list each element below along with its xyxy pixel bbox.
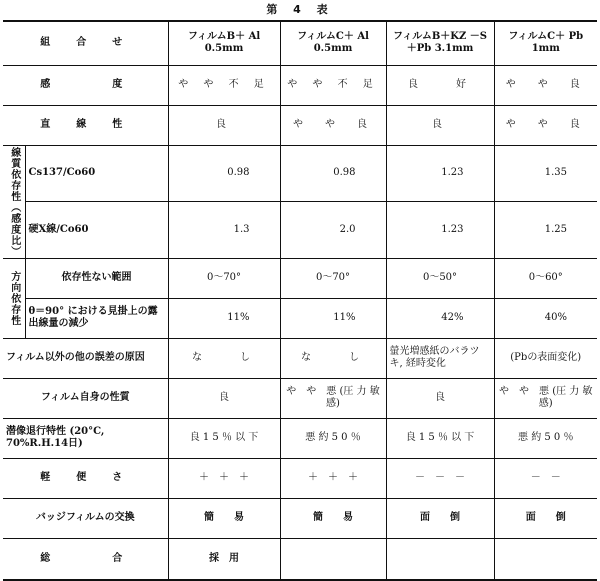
cell: や や 不 足: [280, 65, 386, 105]
cell: 良: [168, 378, 280, 418]
cell: ＋ ＋ ＋: [168, 458, 280, 498]
cell: 0～60°: [494, 258, 597, 298]
cell: [386, 538, 494, 580]
row-label-hard-xray: 硬X線/Co60: [25, 202, 168, 259]
cell: 簡 易: [280, 498, 386, 538]
cell: や や 良: [494, 65, 597, 105]
cell: 11%: [280, 298, 386, 338]
cell: 良: [386, 105, 494, 145]
table-row: [3, 202, 597, 259]
group-label-energy: 線質依存性（感度比）: [3, 145, 25, 258]
row-label-film-property: フィルム自身の性質: [3, 378, 168, 418]
table-row: [3, 458, 597, 498]
cell: や や 不 足: [168, 65, 280, 105]
cell: や や 悪 (圧 力 敏 感): [280, 378, 386, 418]
cell: 簡 易: [168, 498, 280, 538]
row-label-linearity: 直 線 性: [3, 105, 168, 145]
table-row: [3, 418, 597, 458]
cell: － － －: [386, 458, 494, 498]
table-row: [3, 258, 597, 298]
cell: (Pbの表面変化): [494, 338, 597, 378]
cell: な し: [280, 338, 386, 378]
cell: 1.3: [168, 202, 280, 259]
cell: な し: [168, 338, 280, 378]
table-row: [3, 145, 597, 202]
cell: [494, 538, 597, 580]
cell: 良 1 5 ％ 以 下: [168, 418, 280, 458]
group-label-direction: 方向依存性: [3, 258, 25, 338]
cell: 悪 約 5 0 ％: [280, 418, 386, 458]
cell: 良: [386, 378, 494, 418]
row-label-convenience: 軽 便 さ: [3, 458, 168, 498]
cell: や や 悪 (圧 力 敏 感): [494, 378, 597, 418]
table-row: [3, 378, 597, 418]
row-label-dir-range: 依存性ない範囲: [25, 258, 168, 298]
header-col-4: フィルムC＋ Pb 1mm: [494, 21, 597, 65]
cell: ＋ ＋ ＋: [280, 458, 386, 498]
cell: 良 1 5 ％ 以 下: [386, 418, 494, 458]
cell: 1.35: [494, 145, 597, 202]
cell: や や 良: [494, 105, 597, 145]
cell: 面 倒: [494, 498, 597, 538]
cell: 面 倒: [386, 498, 494, 538]
row-label-other-error: フィルム以外の他の誤差の原因: [3, 338, 168, 378]
cell: 1.23: [386, 145, 494, 202]
cell: 螢光増感紙のバラツキ, 経時変化: [386, 338, 494, 378]
table-row: [3, 498, 597, 538]
cell: 0～50°: [386, 258, 494, 298]
cell: － －: [494, 458, 597, 498]
row-label-dir-90: θ＝90° における見掛上の露出線量の減少: [25, 298, 168, 338]
comparison-table: [3, 20, 597, 581]
cell: 悪 約 5 0 ％: [494, 418, 597, 458]
header-row-label: 組 合 せ: [3, 21, 168, 65]
cell: 2.0: [280, 202, 386, 259]
table-row: [3, 105, 597, 145]
row-label-cs137: Cs137/Co60: [25, 145, 168, 202]
row-label-exchange: バッジフィルムの交換: [3, 498, 168, 538]
cell: 0.98: [168, 145, 280, 202]
table-caption: 第 4 表: [266, 3, 334, 16]
cell: [280, 538, 386, 580]
table-row: [3, 338, 597, 378]
cell: 良: [168, 105, 280, 145]
header-col-1: フィルムB＋ Al 0.5mm: [168, 21, 280, 65]
cell: や や 良: [280, 105, 386, 145]
cell: 11%: [168, 298, 280, 338]
cell: 0.98: [280, 145, 386, 202]
cell: 0～70°: [168, 258, 280, 298]
cell: 採 用: [168, 538, 280, 580]
row-label-sensitivity: 感 度: [3, 65, 168, 105]
cell: 42%: [386, 298, 494, 338]
table-row: [3, 65, 597, 105]
table-row: [3, 298, 597, 338]
cell: 1.23: [386, 202, 494, 259]
cell: 0～70°: [280, 258, 386, 298]
cell: 1.25: [494, 202, 597, 259]
header-col-3: フィルムB＋KZ －S＋Pb 3.1mm: [386, 21, 494, 65]
row-label-fading: 潜像退行特性 (20°C, 70%R.H.14日): [3, 418, 168, 458]
table-row: [3, 538, 597, 580]
cell: 40%: [494, 298, 597, 338]
cell: 良 好: [386, 65, 494, 105]
table-row: [3, 21, 597, 65]
row-label-overall: 総 合: [3, 538, 168, 580]
header-col-2: フィルムC＋ Al 0.5mm: [280, 21, 386, 65]
